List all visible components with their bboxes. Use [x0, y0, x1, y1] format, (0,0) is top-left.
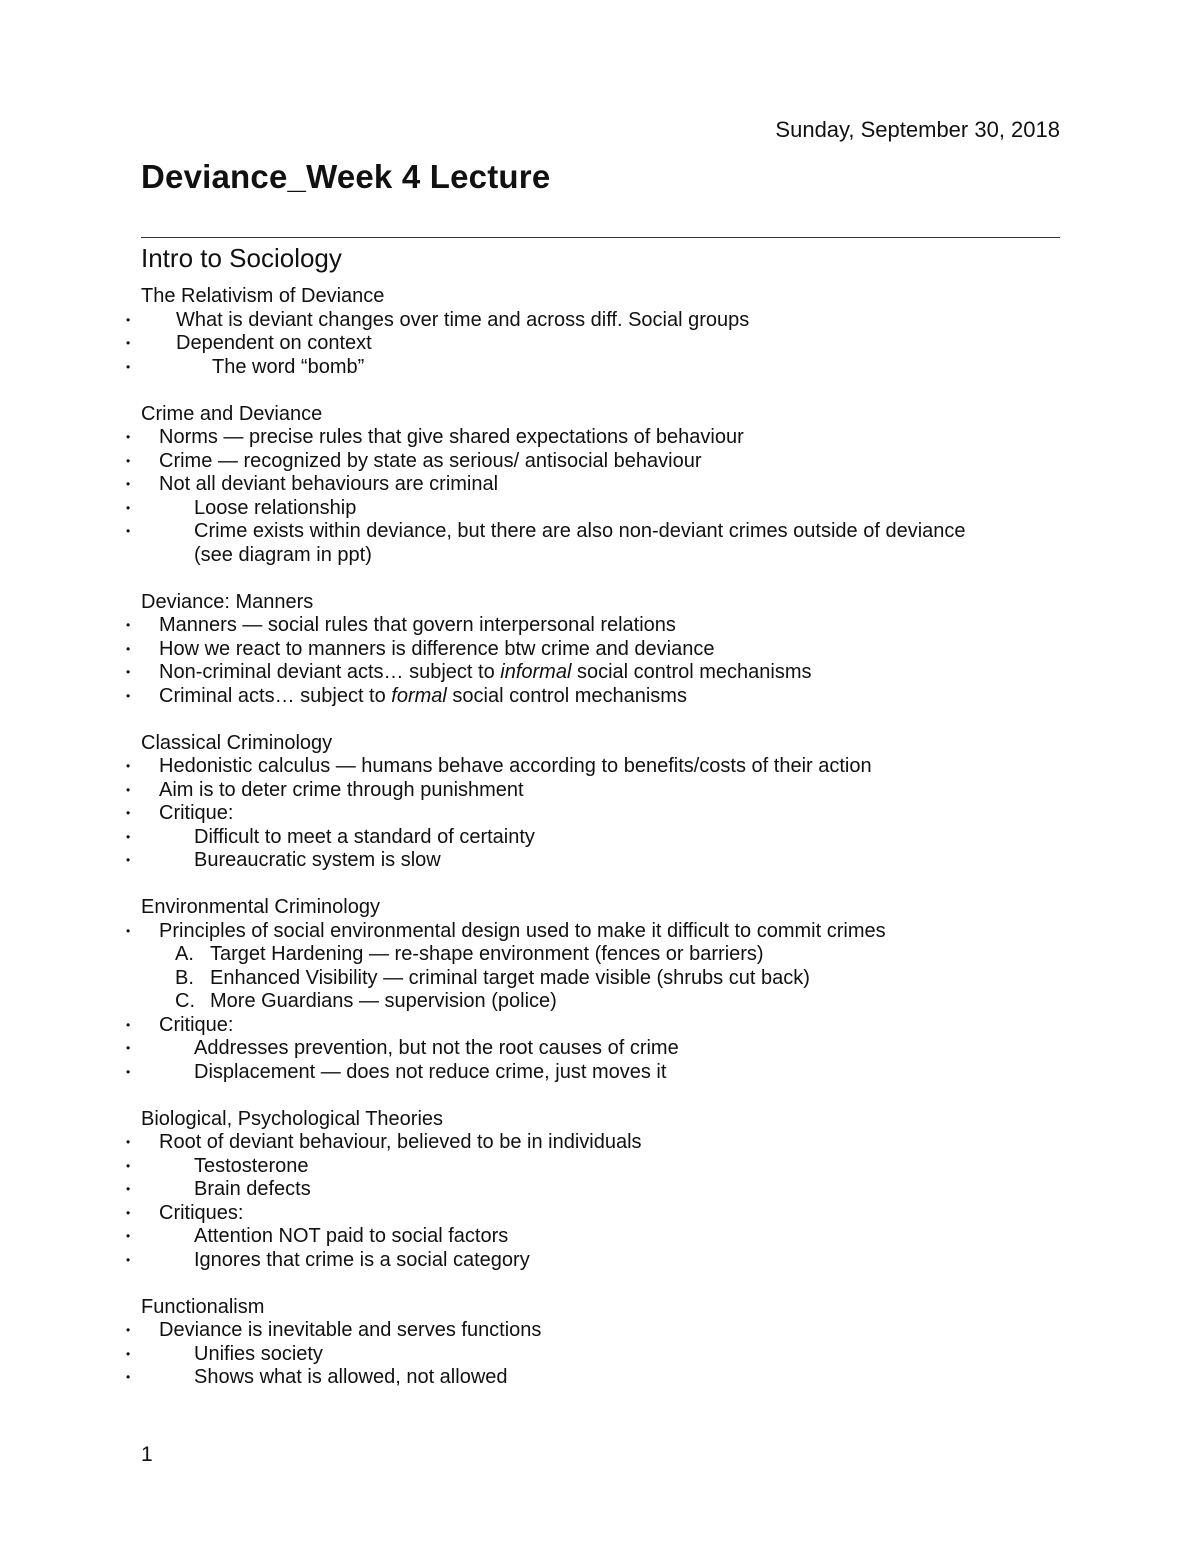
section-functionalism — [141, 1296, 1060, 1390]
text-run: Criminal acts… subject to — [159, 684, 392, 707]
text-run: social control mechanisms — [446, 684, 687, 707]
lettered-item — [141, 990, 1060, 1014]
list-item: • Testosterone — [141, 1155, 1060, 1179]
page-title: Deviance_Week 4 Lecture — [141, 158, 551, 195]
section-heading: The Relativism of Deviance — [141, 285, 385, 307]
list-item-continuation: (see diagram in ppt) — [194, 543, 372, 566]
page-number: 1 — [141, 1443, 153, 1466]
section-crime-and-deviance — [141, 403, 1060, 568]
list-item: • Difficult to meet a standard of certainty — [141, 826, 1060, 850]
text-run: social control mechanisms — [571, 661, 812, 683]
list-item — [141, 661, 1060, 685]
section-environmental-criminology — [141, 896, 1060, 1084]
list-item: • Displacement — does not reduce crime, just moves it — [141, 1061, 1060, 1085]
section-classical-criminology — [141, 732, 1060, 873]
section-heading: Crime and Deviance — [141, 402, 323, 425]
list-item: • Not all deviant behaviours are criminal — [141, 473, 1060, 497]
notes-content — [141, 285, 1060, 1413]
list-item: • Unifies society — [141, 1343, 1060, 1367]
page-subtitle: Intro to Sociology — [141, 243, 342, 273]
list-item: • Hedonistic calculus — humans behave according to benefits/costs of their action — [141, 755, 1060, 779]
list-item: • Attention NOT paid to social factors — [141, 1225, 1060, 1249]
section-heading: Biological, Psychological Theories — [141, 1107, 444, 1130]
item-text: More Guardians — supervision (police) — [210, 990, 557, 1012]
item-letter: B. — [175, 966, 194, 989]
emphasis-informal: informal — [500, 661, 572, 683]
list-item: • Crime exists within deviance, but there are also non-deviant crimes outside of deviance — [141, 520, 1060, 544]
section-heading: Classical Criminology — [141, 731, 333, 754]
section-relativism — [141, 285, 1060, 379]
section-biological-psychological — [141, 1108, 1060, 1273]
item-letter: A. — [175, 943, 194, 965]
list-item: • The word “bomb” — [141, 356, 1060, 380]
list-item: • Root of deviant behaviour, believed to be in individuals — [141, 1131, 1060, 1155]
section-manners — [141, 591, 1060, 709]
item-text: Target Hardening — re-shape environment (fences or barriers) — [210, 943, 764, 965]
list-item: • Critique: — [141, 802, 1060, 826]
list-item: • Ignores that crime is a social category — [141, 1249, 1060, 1273]
list-item — [141, 685, 1060, 709]
list-item: • Crime — recognized by state as serious/ antisocial behaviour — [141, 450, 1060, 474]
list-item: • Norms — precise rules that give shared expectations of behaviour — [141, 426, 1060, 450]
list-item: • Shows what is allowed, not allowed — [141, 1366, 1060, 1390]
list-item: • Loose relationship — [141, 497, 1060, 521]
section-heading: Environmental Criminology — [141, 896, 380, 918]
list-item: • What is deviant changes over time and across diff. Social groups — [141, 309, 1060, 333]
list-item: • Brain defects — [141, 1178, 1060, 1202]
list-item: • Manners — social rules that govern interpersonal relations — [141, 614, 1060, 638]
section-heading: Deviance: Manners — [141, 590, 314, 613]
list-item: • Dependent on context — [141, 332, 1060, 356]
item-text: Enhanced Visibility — criminal target made visible (shrubs cut back) — [210, 966, 810, 989]
page-date: Sunday, September 30, 2018 — [775, 117, 1060, 142]
list-item: • Bureaucratic system is slow — [141, 849, 1060, 873]
item-letter: C. — [175, 990, 195, 1012]
lettered-item — [141, 943, 1060, 967]
lettered-item — [141, 967, 1060, 991]
list-item: • Principles of social environmental design used to make it difficult to commit crimes — [141, 920, 1060, 944]
list-item: • Addresses prevention, but not the root causes of crime — [141, 1037, 1060, 1061]
text-run: Non-criminal deviant acts… subject to — [159, 661, 501, 683]
list-item: • Critiques: — [141, 1202, 1060, 1226]
list-item: • Critique: — [141, 1014, 1060, 1038]
section-heading: Functionalism — [141, 1295, 265, 1318]
emphasis-formal: formal — [391, 684, 447, 707]
list-item: • How we react to manners is difference btw crime and deviance — [141, 638, 1060, 662]
list-item: • Deviance is inevitable and serves functions — [141, 1319, 1060, 1343]
list-item: • Aim is to deter crime through punishment — [141, 779, 1060, 803]
title-divider — [141, 237, 1060, 238]
